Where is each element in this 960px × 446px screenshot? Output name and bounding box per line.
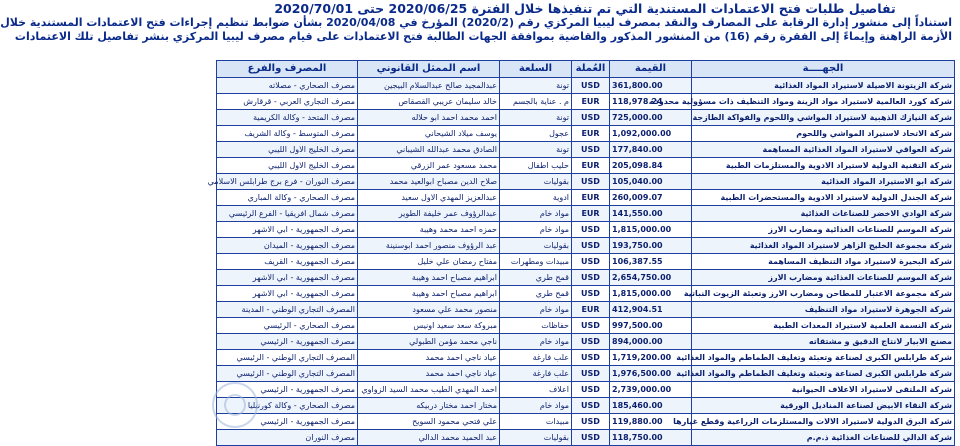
cell-goods: علب فارغة [500, 350, 572, 366]
cell-value: 141,550.00 [610, 206, 692, 222]
table-row [217, 382, 955, 398]
cell-currency: USD [572, 382, 610, 398]
cell-company: شركة كورد العالمية لاستيراد مواد الزينة ومواد التنظيف ذات مسؤولية محدودة [692, 94, 955, 110]
header-value: القيمة [610, 61, 692, 78]
table-row [217, 206, 955, 222]
cell-bank: مصرف الصحاري - وكالة كورنيليا [217, 398, 358, 414]
cell-bank: مصرف الجمهورية - القريف [217, 254, 358, 270]
cell-value: 412,904.51 [610, 302, 692, 318]
cell-representative: ناجي محمد مؤمن الطبولي [358, 334, 500, 350]
cell-goods: قمح طري [500, 286, 572, 302]
cell-currency: USD [572, 78, 610, 94]
cell-goods: مواد خام [500, 222, 572, 238]
header-goods: السلعة [500, 61, 572, 78]
cell-goods: مواد خام [500, 334, 572, 350]
cell-company: شركة التقنية الدولية لاستيراد الادوية والمستلزمات الطبية [692, 158, 955, 174]
cell-value: 1,092,000.00 [610, 126, 692, 142]
cell-company: شركة البرق الدولية لاستيراد الالات والمستلزمات الزراعية وقطع غيارها [692, 414, 955, 430]
cell-representative: علي فتحي محمود السويح [358, 414, 500, 430]
cell-representative: عبدالرؤوف عمر خليفة الطوير [358, 206, 500, 222]
cell-representative: عبد الحميد محمد الدالي [358, 430, 500, 446]
cell-bank: مصرف التجاري العربي - قرقارش [217, 94, 358, 110]
cell-company: شركة مجموعة الاعتبار للمطاحن ومضارب الارز وتعبئة الزيوت النباتية [692, 286, 955, 302]
central-bank-watermark-icon [212, 382, 258, 428]
cell-representative: ابراهيم مصباح احمد وهيبة [358, 286, 500, 302]
cell-bank: مصرف الجمهورية - ابي الاشهر [217, 222, 358, 238]
cell-company: شركة الموسم للصناعات الغذائية ومضارب الارز [692, 270, 955, 286]
cell-bank: مصرف الصحاري - وكالة المباري [217, 190, 358, 206]
cell-goods: بقوليات [500, 174, 572, 190]
cell-goods: مبيدات ومطهرات [500, 254, 572, 270]
table-row [217, 350, 955, 366]
cell-bank: مصرف الخليج الاول الليبي [217, 158, 358, 174]
cell-value: 361,800.00 [610, 78, 692, 94]
header-representative: اسم الممثل القانوني [358, 61, 500, 78]
cell-bank: مصرف الجمهورية - الرئيسي [217, 334, 358, 350]
cell-bank: مصرف الجمهورية - الميدان [217, 238, 358, 254]
cell-currency: USD [572, 254, 610, 270]
cell-currency: EUR [572, 126, 610, 142]
cell-goods: علب فارغة [500, 366, 572, 382]
cell-goods: مواد خام [500, 398, 572, 414]
cell-value: 1,815,000.00 [610, 286, 692, 302]
intro-line-2: الأزمة الراهنة وإيماءً إلى الفقرة رقم (16) من المنشور المذكور والقاضية بموافقة الجهات الطالبة فتح الاعتمادات على قيام مصرف ليبيا المركزي بنشر تفاصيل تلك الاعتمادات [14, 30, 952, 43]
table-row [217, 414, 955, 430]
cell-company: شركة الدالي للصناعات الغذائية ذ.م.م [692, 430, 955, 446]
cell-currency: USD [572, 222, 610, 238]
table-row [217, 398, 955, 414]
table-row [217, 222, 955, 238]
cell-representative: عياد ناجي احمد محمد [358, 366, 500, 382]
table-header-row [217, 61, 955, 78]
cell-value: 1,815,000.00 [610, 222, 692, 238]
cell-currency: EUR [572, 302, 610, 318]
cell-goods: بقوليات [500, 430, 572, 446]
cell-company: شركة النيازك الذهبية لاستيراد المواشي واللحوم والفواكة الطازجة [692, 110, 955, 126]
cell-currency: USD [572, 414, 610, 430]
cell-company: شركة العواقي لاستيراد المواد الغذائية المساهمة [692, 142, 955, 158]
table-row [217, 334, 955, 350]
cell-bank: مصرف النوران - فرع برج طرابلس الاسلامي [217, 174, 358, 190]
cell-company: شركة ابو الاستيراد المواد الغذائية [692, 174, 955, 190]
cell-bank: مصرف المتوسط - وكالة الشريف [217, 126, 358, 142]
cell-goods: ادوية [500, 190, 572, 206]
cell-bank: مصرف النوران [217, 430, 358, 446]
cell-goods: تونة [500, 110, 572, 126]
table-row [217, 78, 955, 94]
table-row [217, 126, 955, 142]
cell-bank: مصرف الجمهورية - الرئيسي [217, 382, 358, 398]
cell-company: شركة الموسم للصناعات الغذائية ومضارب الارز [692, 222, 955, 238]
cell-currency: USD [572, 142, 610, 158]
cell-value: 894,000.00 [610, 334, 692, 350]
cell-representative: ابراهيم مصباح احمد وهيبة [358, 270, 500, 286]
cell-currency: USD [572, 238, 610, 254]
cell-value: 118,978.24 [610, 94, 692, 110]
cell-value: 118,750.00 [610, 430, 692, 446]
cell-company: شركة النسمة العلمية لاستيراد المعدات الطبية [692, 318, 955, 334]
cell-currency: USD [572, 366, 610, 382]
cell-company: شركة الجوهرة لاستيراد مواد التنظيف [692, 302, 955, 318]
cell-representative: يوسف ميلاد الشيحاني [358, 126, 500, 142]
cell-currency: USD [572, 398, 610, 414]
cell-goods: مواد خام [500, 302, 572, 318]
table-row [217, 286, 955, 302]
cell-currency: USD [572, 430, 610, 446]
cell-goods: بقوليات [500, 238, 572, 254]
cell-goods: قمح طري [500, 270, 572, 286]
cell-value: 205,098.84 [610, 158, 692, 174]
cell-bank: مصرف الجمهورية - ابي الاشهر [217, 270, 358, 286]
table-row [217, 430, 955, 446]
cell-bank: مصرف المتحد - وكالة الكريمية [217, 110, 358, 126]
cell-bank: مصرف الصحاري - الرئيسي [217, 318, 358, 334]
cell-company: شركة البحيرة لاستيراد مواد التنظيف المساهمة [692, 254, 955, 270]
cell-company: شركة طرابلس الكبرى لصناعة وتعبئة وتغليف الطماطم والمواد الغذائية [692, 366, 955, 382]
cell-currency: USD [572, 270, 610, 286]
cell-value: 2,739,000.00 [610, 382, 692, 398]
cell-goods: عجول [500, 126, 572, 142]
cell-bank: مصرف الجمهورية - الرئيسي [217, 414, 358, 430]
cell-bank: مصرف الخليج الاول الليبي [217, 142, 358, 158]
cell-value: 1,976,500.00 [610, 366, 692, 382]
cell-currency: USD [572, 174, 610, 190]
cell-representative: عبدالعزيز المهدي الاول سعيد [358, 190, 500, 206]
cell-currency: EUR [572, 158, 610, 174]
cell-currency: EUR [572, 190, 610, 206]
table-row [217, 190, 955, 206]
document-title: تفاصيل طلبات فتح الاعتمادات المستندية التي تم تنفيذها خلال الفترة 2020/06/25 حتى 2020/70/01 [274, 1, 896, 16]
cell-value: 185,460.00 [610, 398, 692, 414]
cell-value: 177,840.00 [610, 142, 692, 158]
cell-currency: USD [572, 318, 610, 334]
cell-value: 260,009.07 [610, 190, 692, 206]
table-row [217, 302, 955, 318]
cell-company: شركة الوادي الاخضر للصناعات الغذائية [692, 206, 955, 222]
table-row [217, 270, 955, 286]
cell-value: 1,719,200.00 [610, 350, 692, 366]
header-bank: المصرف والفرع [217, 61, 358, 78]
table-row [217, 366, 955, 382]
cell-representative: حمزه احمد محمد وهيبة [358, 222, 500, 238]
cell-bank: المصرف التجاري الوطني - الرئيسي [217, 366, 358, 382]
cell-company: شركة مجموعة الخليج الزاهر لاستيراد المواد الغذائية [692, 238, 955, 254]
cell-representative: مبروكة سعد سعيد اونيس [358, 318, 500, 334]
cell-bank: مصرف شمال افريقيا - الفرع الرئيسي [217, 206, 358, 222]
cell-company: مصنع الابيار لانتاج الدقيق و مشتقاته [692, 334, 955, 350]
table-row [217, 94, 955, 110]
cell-currency: EUR [572, 94, 610, 110]
cell-company: شركة الزيتونة الاصيلة لاستيراد المواد الغذائية [692, 78, 955, 94]
table-row [217, 254, 955, 270]
cell-value: 725,000.00 [610, 110, 692, 126]
table-row [217, 174, 955, 190]
cell-representative: احمد المهدي الطيب محمد السيد الزواوي [358, 382, 500, 398]
cell-bank: المصرف التجاري الوطني - المدينة [217, 302, 358, 318]
table-row [217, 238, 955, 254]
cell-goods: تونة [500, 142, 572, 158]
cell-currency: USD [572, 334, 610, 350]
cell-value: 105,040.00 [610, 174, 692, 190]
cell-value: 997,500.00 [610, 318, 692, 334]
header-company: الجهــــة [692, 61, 955, 78]
cell-representative: صلاح الدين مصباح ابوالعيد محمد [358, 174, 500, 190]
cell-company: شركة الاتحاد لاستيراد المواشي واللحوم [692, 126, 955, 142]
cell-bank: مصرف الصحاري - مصلاته [217, 78, 358, 94]
header-currency: العُملة [572, 61, 610, 78]
cell-representative: احمد محمد احمد ابو حلاله [358, 110, 500, 126]
table-row [217, 318, 955, 334]
credits-table [207, 60, 955, 446]
cell-representative: خالد سليمان عريبي القصقاص [358, 94, 500, 110]
cell-value: 2,654,750.00 [610, 270, 692, 286]
cell-bank: المصرف التجاري الوطني - الرئيسي [217, 350, 358, 366]
table-row [217, 110, 955, 126]
cell-company: شركة النقاء الابيض لصناعة المناديل الورقية [692, 398, 955, 414]
cell-representative: منصور محمد علي مسعود [358, 302, 500, 318]
cell-goods: حفاظات [500, 318, 572, 334]
cell-representative: عبد الرؤوف منصور احمد ابوسنينة [358, 238, 500, 254]
cell-currency: USD [572, 286, 610, 302]
cell-goods: مواد خام [500, 206, 572, 222]
cell-value: 106,387.55 [610, 254, 692, 270]
cell-goods: اعلاف [500, 382, 572, 398]
cell-company: شركة الجندل الدولية لاستيراد الادوية والمستحضرات الطبية [692, 190, 955, 206]
cell-goods: حليب اطفال [500, 158, 572, 174]
cell-representative: محمد مسعود عمر الزرقي [358, 158, 500, 174]
cell-representative: الصادق محمد عبدالله الشيباني [358, 142, 500, 158]
cell-value: 193,750.00 [610, 238, 692, 254]
table-row [217, 142, 955, 158]
cell-representative: عياد ناجي احمد محمد [358, 350, 500, 366]
table-row [217, 158, 955, 174]
cell-value: 119,880.00 [610, 414, 692, 430]
cell-goods: م . عناية بالجسم [500, 94, 572, 110]
cell-company: شركة طرابلس الكبرى لصناعة وتعبئة وتغليف الطماطم والمواد الغذائية [692, 350, 955, 366]
cell-representative: عبدالمجيد صالح عبدالسلام البيجين [358, 78, 500, 94]
cell-currency: USD [572, 110, 610, 126]
cell-representative: مفتاح رمضان علي خليل [358, 254, 500, 270]
cell-currency: EUR [572, 206, 610, 222]
cell-goods: تونة [500, 78, 572, 94]
cell-representative: مختار احمد مختار دربيكه [358, 398, 500, 414]
intro-line-1: استناداً إلى منشور إدارة الرقابة على المصارف والنقد بمصرف ليبيا المركزي رقم (2020/2) المؤرخ في 2020/04/08 بشأن ضوابط تنظيم إجراءات فتح الاعتمادات المستندية خلال [0, 16, 952, 29]
cell-bank: مصرف الجمهورية - ابي الاشهر [217, 286, 358, 302]
cell-company: شركة الملتقى لاستيراد الاعلاف الحيوانية [692, 382, 955, 398]
cell-goods: مبيدات [500, 414, 572, 430]
cell-currency: USD [572, 350, 610, 366]
